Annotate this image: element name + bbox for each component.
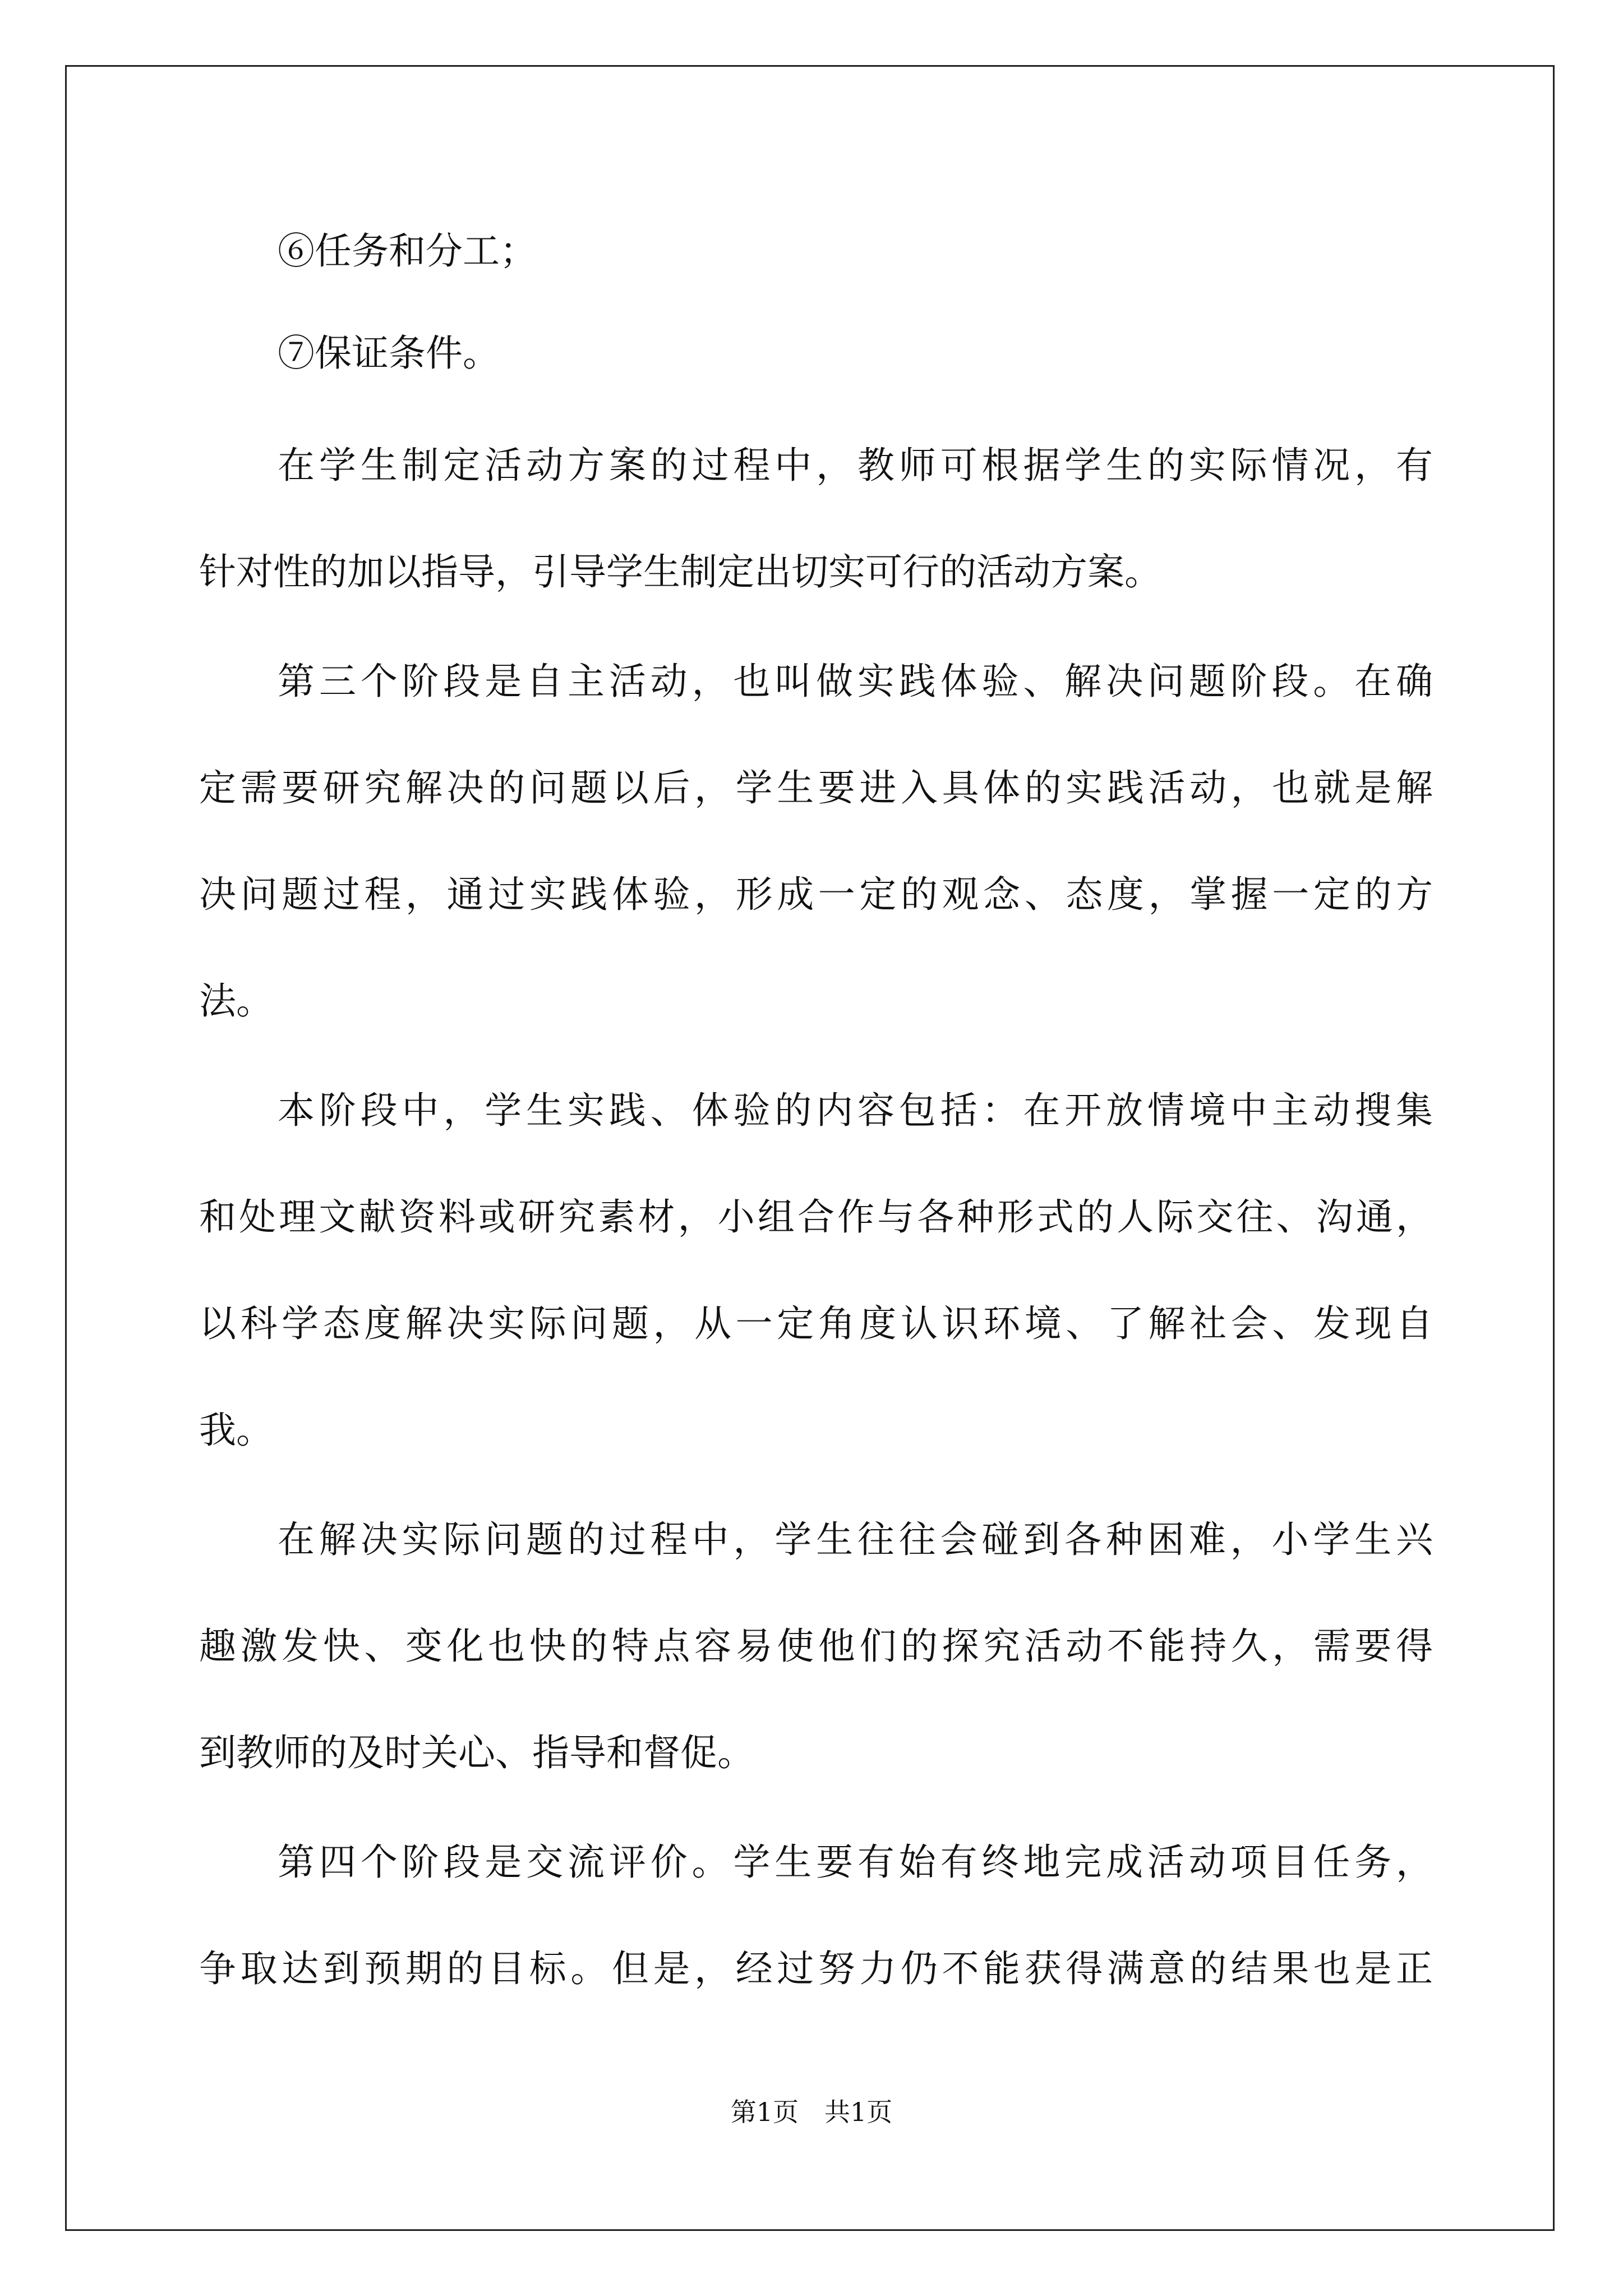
paragraph-line: 到教师的及时关心、指导和督促。: [199, 1731, 754, 1774]
paragraph-line: 定需要研究解决的问题以后，学生要进入具体的实践活动，也就是解: [199, 766, 1433, 809]
list-item-7: ⑦保证条件。: [278, 332, 500, 375]
paragraph-line: 第四个阶段是交流评价。学生要有始有终地完成活动项目任务，: [278, 1841, 1433, 1884]
paragraph-line: 在学生制定活动方案的过程中，教师可根据学生的实际情况，有: [278, 444, 1433, 487]
page-border: [65, 65, 1555, 2231]
paragraph-line: 在解决实际问题的过程中，学生往往会碰到各种困难，小学生兴: [278, 1518, 1433, 1561]
paragraph-line: 我。: [199, 1409, 273, 1452]
paragraph-line: 决问题过程，通过实践体验，形成一定的观念、态度，掌握一定的方: [199, 873, 1433, 916]
paragraph-line: 趣激发快、变化也快的特点容易使他们的探究活动不能持久，需要得: [199, 1625, 1433, 1668]
list-item-6: ⑥任务和分工；: [278, 229, 537, 273]
paragraph-line: 本阶段中，学生实践、体验的内容包括：在开放情境中主动搜集: [278, 1089, 1433, 1132]
paragraph-line: 争取达到预期的目标。但是，经过努力仍不能获得满意的结果也是正: [199, 1947, 1433, 1990]
paragraph-line: 法。: [199, 979, 273, 1023]
page-number: 第1页 共1页: [730, 2097, 893, 2127]
paragraph-line: 第三个阶段是自主活动，也叫做实践体验、解决问题阶段。在确: [278, 660, 1433, 703]
paragraph-line: 以科学态度解决实际问题，从一定角度认识环境、了解社会、发现自: [199, 1302, 1433, 1345]
paragraph-line: 和处理文献资料或研究素材，小组合作与各种形式的人际交往、沟通，: [199, 1195, 1433, 1239]
paragraph-line: 针对性的加以指导，引导学生制定出切实可行的活动方案。: [199, 550, 1161, 593]
